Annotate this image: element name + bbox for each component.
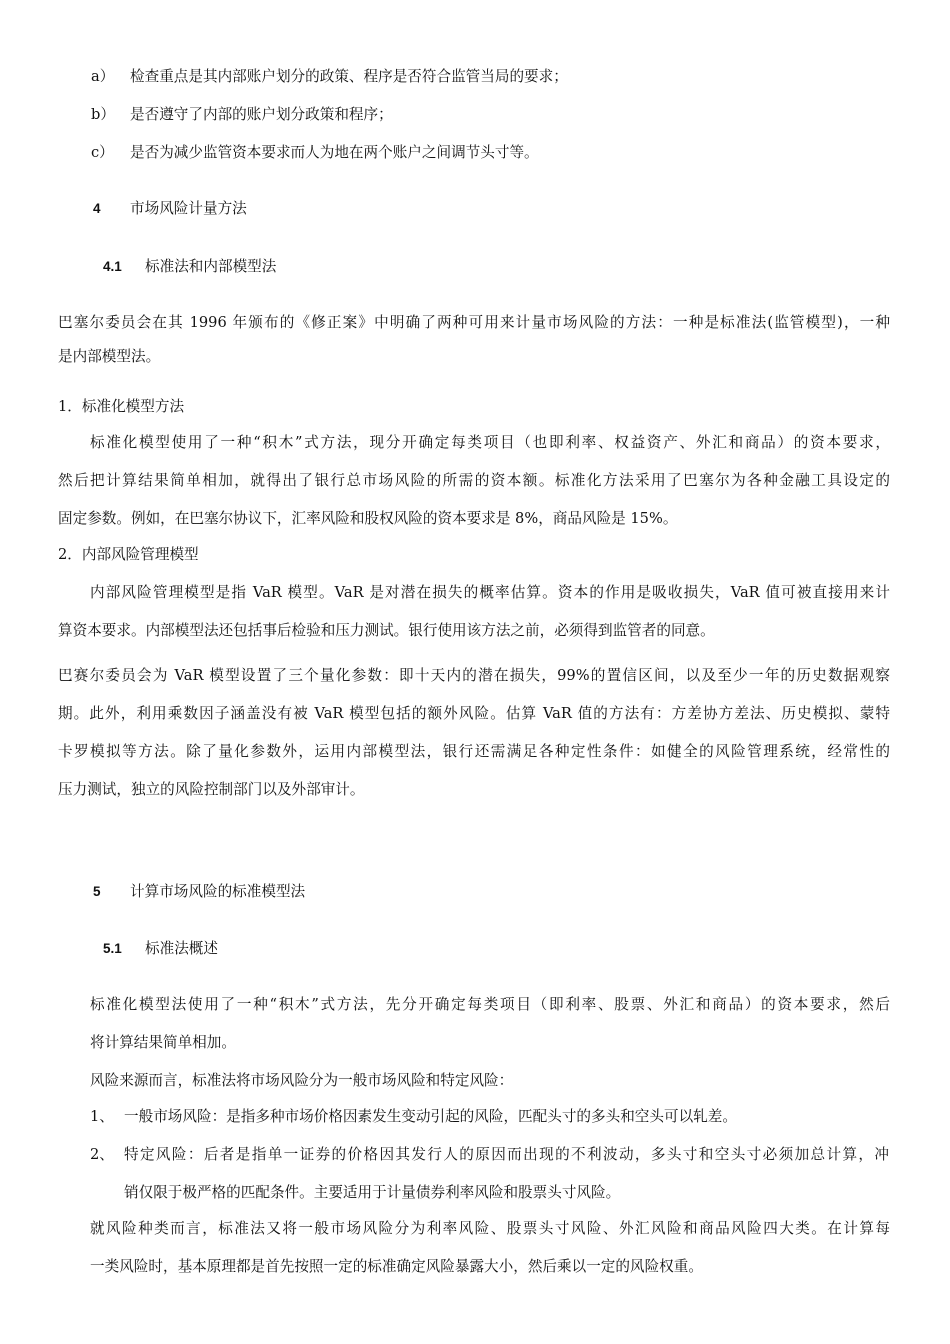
- list-marker-b: b）: [91, 106, 115, 123]
- risk-list-item-1: 一般市场风险：是指多种市场价格因素发生变动引起的风险，匹配头寸的多头和空头可以轧差。: [124, 1108, 737, 1125]
- section-5-1-title: 标准法概述: [145, 940, 218, 957]
- risk-list-marker-2: 2、: [90, 1146, 114, 1163]
- section-4-1-title: 标准法和内部模型法: [145, 258, 277, 275]
- section-4-number: 4: [93, 201, 101, 216]
- item-1-title: 1．标准化模型方法: [58, 398, 185, 415]
- paragraph-2-line-1: 标准化模型使用了一种“积木”式方法，现分开确定每类项目（也即利率、权益资产、外汇和商品）的资本要求，: [90, 434, 890, 451]
- paragraph-4-line-1: 巴赛尔委员会为 VaR 模型设置了三个量化参数：即十天内的潜在损失，99%的置信区间，以及至少一年的历史数据观察: [58, 667, 890, 684]
- list-marker-c: c）: [91, 144, 114, 161]
- paragraph-7-line-1: 就风险种类而言，标准法又将一般市场风险分为利率风险、股票头寸风险、外汇风险和商品风险四大类。在计算每: [90, 1220, 890, 1237]
- paragraph-7-line-2: 一类风险时，基本原理都是首先按照一定的标准确定风险暴露大小，然后乘以一定的风险权重。: [90, 1258, 703, 1275]
- section-4-1-number: 4.1: [103, 259, 122, 274]
- risk-list-item-2-line-1: 特定风险：后者是指单一证券的价格因其发行人的原因而出现的不利波动，多头寸和空头寸必须加总计算，冲: [124, 1146, 889, 1163]
- list-item-c: 是否为减少监管资本要求而人为地在两个账户之间调节头寸等。: [130, 144, 539, 161]
- paragraph-4-line-2: 期。此外，利用乘数因子涵盖没有被 VaR 模型包括的额外风险。估算 VaR 值的方法有：方差协方差法、历史模拟、蒙特: [58, 705, 890, 722]
- paragraph-5-line-1: 标准化模型法使用了一种“积木”式方法，先分开确定每类项目（即利率、股票、外汇和商品）的资本要求，然后: [90, 996, 890, 1013]
- risk-list-item-2-line-2: 销仅限于极严格的匹配条件。主要适用于计量债券利率风险和股票头寸风险。: [124, 1184, 621, 1201]
- section-4-title: 市场风险计量方法: [130, 200, 247, 217]
- paragraph-4-line-4: 压力测试，独立的风险控制部门以及外部审计。: [58, 781, 365, 798]
- section-5-title: 计算市场风险的标准模型法: [130, 883, 306, 900]
- paragraph-2-line-3: 固定参数。例如，在巴塞尔协议下，汇率风险和股权风险的资本要求是 8%，商品风险是 15%。: [58, 510, 678, 527]
- list-item-a: 检查重点是其内部账户划分的政策、程序是否符合监管当局的要求；: [130, 68, 568, 85]
- paragraph-4-line-3: 卡罗模拟等方法。除了量化参数外，运用内部模型法，银行还需满足各种定性条件：如健全的风险管理系统，经常性的: [58, 743, 890, 760]
- paragraph-1-line-1: 巴塞尔委员会在其 1996 年颁布的《修正案》中明确了两种可用来计量市场风险的方法：一种是标准法(监管模型)，一种: [58, 314, 890, 331]
- paragraph-3-line-1: 内部风险管理模型是指 VaR 模型。VaR 是对潜在损失的概率估算。资本的作用是吸收损失，VaR 值可被直接用来计: [90, 584, 890, 601]
- list-marker-a: a）: [91, 68, 115, 85]
- paragraph-6: 风险来源而言，标准法将市场风险分为一般市场风险和特定风险：: [90, 1072, 514, 1089]
- risk-list-marker-1: 1、: [90, 1108, 114, 1125]
- list-item-b: 是否遵守了内部的账户划分政策和程序；: [130, 106, 393, 123]
- item-2-title: 2．内部风险管理模型: [58, 546, 199, 563]
- paragraph-2-line-2: 然后把计算结果简单相加，就得出了银行总市场风险的所需的资本额。标准化方法采用了巴塞尔为各种金融工具设定的: [58, 472, 890, 489]
- paragraph-3-line-2: 算资本要求。内部模型法还包括事后检验和压力测试。银行使用该方法之前，必须得到监管者的同意。: [58, 622, 715, 639]
- paragraph-1-line-2: 是内部模型法。: [58, 348, 161, 365]
- paragraph-5-line-2: 将计算结果简单相加。: [90, 1034, 236, 1051]
- section-5-number: 5: [93, 884, 101, 899]
- section-5-1-number: 5.1: [103, 941, 122, 956]
